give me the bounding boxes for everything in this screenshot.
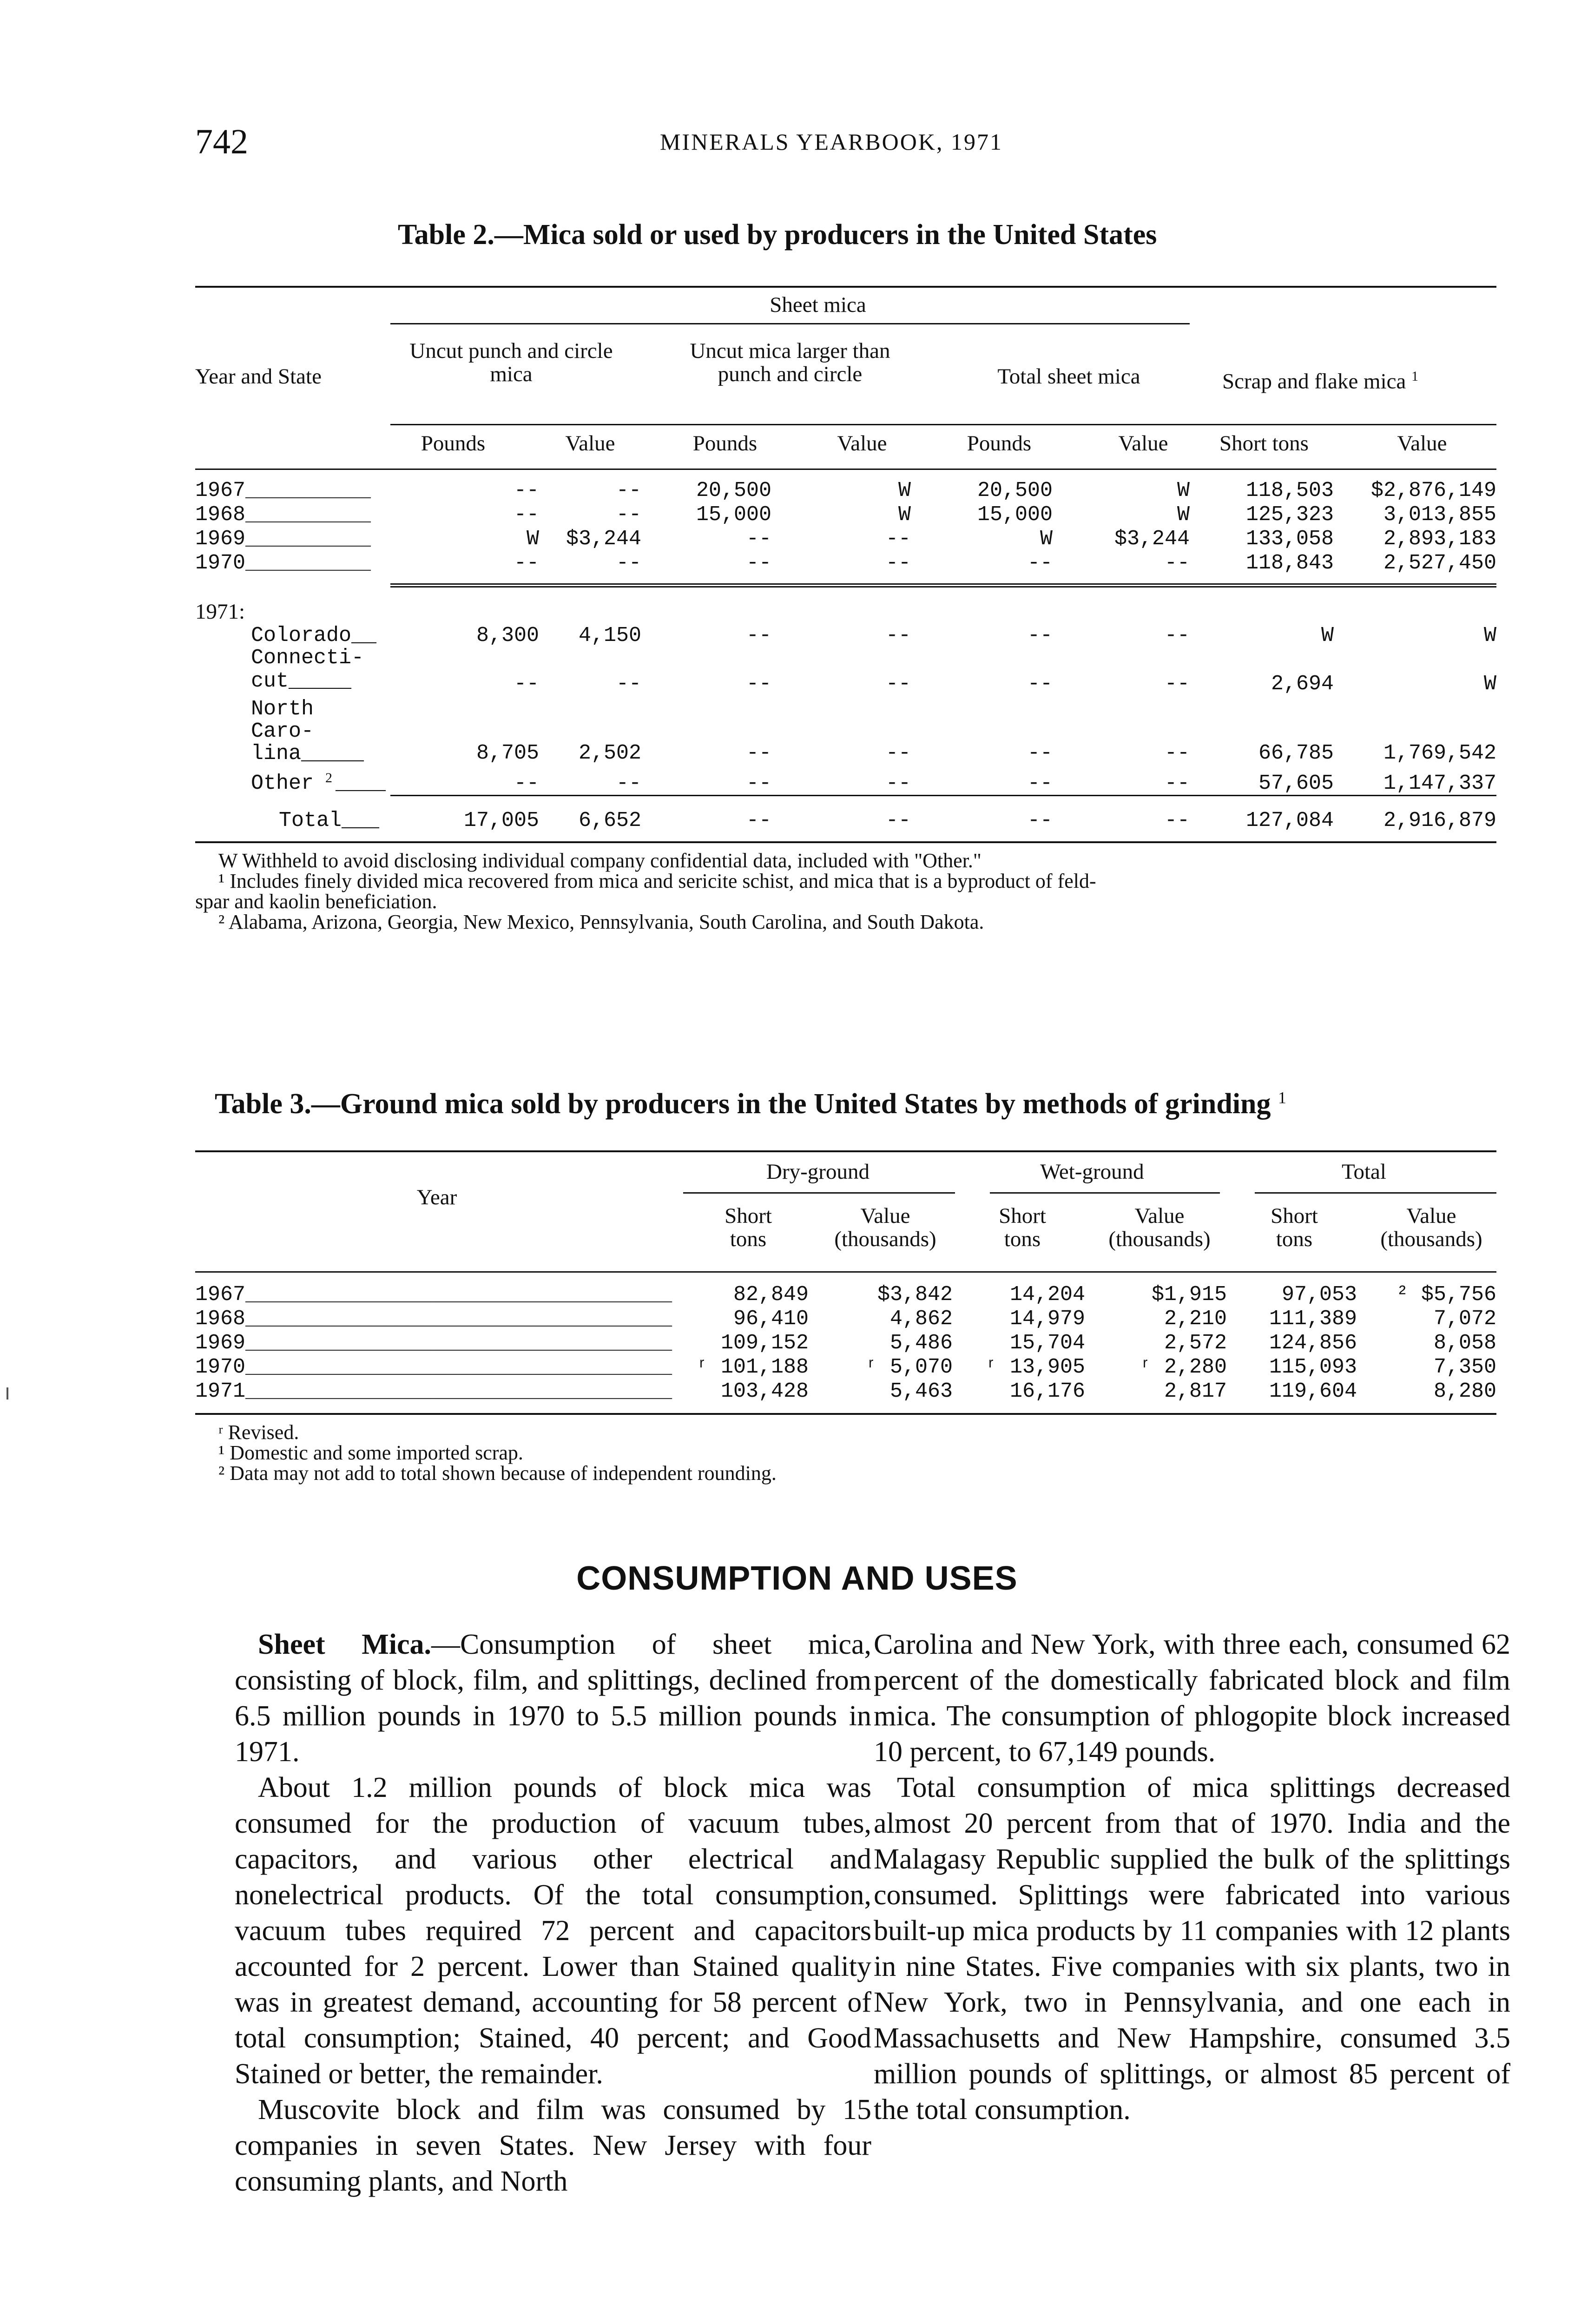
table2-cell: 66,785 — [1258, 741, 1334, 765]
table2-cell: -- — [1164, 672, 1190, 696]
table2-cell: -- — [746, 672, 771, 696]
table3-cell: 124,856 — [1269, 1331, 1357, 1355]
table2-cell: -- — [514, 479, 539, 502]
table3-row-year: 1967 — [195, 1283, 246, 1307]
table2-cell: 125,323 — [1245, 503, 1334, 527]
table2-cell: 2,893,183 — [1383, 527, 1496, 551]
table2-cell: W — [526, 527, 539, 551]
table2-total-rule — [390, 795, 1496, 796]
table2-cell: W — [1321, 624, 1334, 647]
paragraph — [235, 1770, 871, 2092]
table3-cell: $1,915 — [1151, 1283, 1227, 1307]
table2-footnote: W Withheld to avoid disclosing individual company confidential data, included with "Other." — [218, 849, 981, 872]
table3-cell: 7,350 — [1433, 1355, 1496, 1379]
table2-cell: $2,876,149 — [1370, 479, 1496, 502]
table2-cell: 1,769,542 — [1383, 741, 1496, 765]
table2-unit-header: Value — [1397, 431, 1447, 456]
right-column — [874, 1627, 1510, 2128]
table2-cell: 1,147,337 — [1383, 772, 1496, 795]
table2-year-1971: 1971: — [195, 600, 245, 624]
table2-cell: -- — [746, 624, 771, 647]
table3-cell: ʳ 101,188 — [695, 1355, 809, 1379]
table2-total-cell: 6,652 — [578, 809, 641, 832]
table3-sub-header: Value — [860, 1204, 910, 1228]
table2-cell: -- — [616, 551, 641, 575]
table2-cell: 2,502 — [578, 741, 641, 765]
table3-cell: 5,486 — [889, 1331, 953, 1355]
table2-total-cell: -- — [1164, 809, 1190, 832]
table2-unit-header: Value — [1118, 431, 1168, 456]
table2-total-cell: 2,916,879 — [1383, 809, 1496, 832]
table3-footnotes — [195, 1422, 1496, 1484]
table2-unit-rule-top — [390, 424, 1496, 425]
book-title: MINERALS YEARBOOK, 1971 — [660, 129, 1003, 155]
table3-header-bottom-rule — [195, 1271, 1496, 1273]
table3-cell: ʳ 13,905 — [984, 1355, 1085, 1379]
table2-total-label: Total___ — [279, 809, 380, 832]
paragraph — [874, 1770, 1510, 2128]
table2-cell: 118,503 — [1245, 479, 1334, 502]
table2-state-label: lina_____ — [251, 742, 364, 766]
table3-cell: 103,428 — [720, 1380, 809, 1403]
paragraph-text: Total consumption of mica splittings decreased almost 20 percent from that of 1970. India and the Malagasy Republic supplied the bulk of the splittings consumed. Splittings were fabricated into various built-up mica products by 11 companies with 12 plants in nine States. Five companies with six plants, two in New York, two in Pennsylvania, and one each in Massachusetts and New Hampshire, consumed 3.5 million pounds of splittings, or almost 85 percent of the total consumption. — [874, 1772, 1510, 2126]
table2-state-label: cut_____ — [251, 669, 352, 693]
leader-dots: __________________________________ — [245, 1307, 672, 1331]
table2-cell: 20,500 — [977, 479, 1053, 502]
table3-top-rule — [195, 1150, 1496, 1152]
table2-cell: 8,705 — [476, 741, 539, 765]
paragraph-text: Muscovite block and film was consumed by 15 companies in seven States. New Jersey with four consuming plants, and North — [235, 2094, 871, 2197]
table2-cell: -- — [1027, 624, 1053, 647]
table3-footnote: ¹ Domestic and some imported scrap. — [218, 1441, 523, 1464]
leader-dots: __________________________________ — [245, 1380, 672, 1403]
table3-cell: 2,210 — [1164, 1307, 1227, 1331]
table2-col-total: Total sheet mica — [997, 364, 1140, 389]
table2-cell: -- — [616, 503, 641, 527]
run-in-head: Sheet Mica. — [258, 1629, 432, 1660]
table2-state-label: Colorado__ — [251, 624, 377, 647]
table2-cell: 15,000 — [696, 503, 771, 527]
table2-cell: 2,527,450 — [1383, 551, 1496, 575]
table2-state-note: 2 — [325, 770, 332, 786]
table2-cell: W — [1483, 624, 1496, 647]
table2-col-scrap-note: 1 — [1411, 369, 1419, 384]
table2-unit-header: Short tons — [1219, 431, 1309, 456]
table2-title: Table 2.—Mica sold or used by producers in the United States — [398, 219, 1157, 251]
table3-group-header: Wet-ground — [1040, 1160, 1144, 1184]
table3-cell: 109,152 — [720, 1331, 809, 1355]
table3-title-text: Table 3.—Ground mica sold by producers in the United States by methods of grinding — [215, 1088, 1271, 1120]
table2-cell: 8,300 — [476, 624, 539, 647]
running-head — [195, 122, 1501, 159]
table3-cell: 4,862 — [889, 1307, 953, 1331]
table2-cell: W — [1483, 672, 1496, 696]
table2-total-cell: -- — [746, 809, 771, 832]
page-number: 742 — [195, 122, 248, 161]
table2-cell: W — [898, 479, 911, 502]
table3-sub-header: Value — [1406, 1204, 1456, 1228]
table3-footnote: ² Data may not add to total shown because of independent rounding. — [218, 1462, 777, 1485]
table3-cell: 7,072 — [1433, 1307, 1496, 1331]
table3-row-year: 1968 — [195, 1307, 246, 1331]
table3-title-note: 1 — [1278, 1088, 1287, 1107]
leader-dots: __________ — [245, 527, 371, 551]
table3-sub-header: Short — [725, 1204, 772, 1228]
table3-cell: 15,704 — [1009, 1331, 1085, 1355]
table2-unit-header: Pounds — [421, 431, 486, 456]
table2-cell: -- — [1027, 772, 1053, 795]
leader-dots: __________ — [245, 551, 371, 575]
table2-row-label: 1968 — [195, 503, 246, 527]
table3-sub-header: (thousands) — [834, 1227, 936, 1251]
table2-cell: 3,013,855 — [1383, 503, 1496, 527]
table2-state-label: Caro- — [251, 720, 314, 743]
leader-dots: __________________________________ — [245, 1283, 672, 1307]
table3-cell: 14,979 — [1009, 1307, 1085, 1331]
paragraph-text: About 1.2 million pounds of block mica was consumed for the production of vacuum tubes, capacitors, and various other electrical and nonelectrical products. Of the total consumption, vacuum tubes required 72 percent and capacitors accounted for 2 percent. Lower than Stained quality was in greatest demand, accounting for 58 percent of total consumption; Stained, 40 percent; and Good Stained or better, the remainder. — [235, 1772, 871, 2090]
table3-group-header: Total — [1342, 1160, 1386, 1184]
table2-cell: -- — [1164, 624, 1190, 647]
table2-total-cell: -- — [1027, 809, 1053, 832]
table2-cell: W — [1177, 479, 1190, 502]
leader-dots: __________________________________ — [245, 1355, 672, 1379]
paragraph — [235, 2092, 871, 2199]
table2-cell: -- — [1027, 741, 1053, 765]
table3-cell: 119,604 — [1269, 1380, 1357, 1403]
table2-cell: -- — [885, 741, 911, 765]
table2-cell: -- — [746, 551, 771, 575]
table3-bottom-rule — [195, 1413, 1496, 1415]
table2-total-cell: 127,084 — [1245, 809, 1334, 832]
table2-cell: W — [1177, 503, 1190, 527]
table2-footnote: spar and kaolin beneficiation. — [195, 890, 437, 913]
table2-cell: -- — [514, 503, 539, 527]
table2-top-rule — [195, 286, 1496, 288]
table2-header-bottom-rule — [195, 469, 1496, 470]
table2-row-label: 1967 — [195, 479, 246, 502]
table3-group-rule — [990, 1192, 1220, 1194]
table2-cell: 57,605 — [1258, 772, 1334, 795]
table3-group-header: Dry-ground — [766, 1160, 869, 1184]
table3-sub-header: Short — [999, 1204, 1046, 1228]
table3-col-year: Year — [416, 1185, 457, 1209]
leader-dots: __________________________________ — [245, 1331, 672, 1355]
table2-cell: -- — [616, 672, 641, 696]
table3-cell: $3,842 — [877, 1283, 953, 1307]
paragraph — [874, 1627, 1510, 1770]
table2-cell: 20,500 — [696, 479, 771, 502]
table2-cell: -- — [1164, 551, 1190, 575]
table2-state-label: North — [251, 697, 314, 721]
table2-cell: W — [898, 503, 911, 527]
table2-cell: -- — [1164, 741, 1190, 765]
paragraph — [235, 1627, 871, 1770]
table2-cell: -- — [746, 741, 771, 765]
table3-sub-header: tons — [730, 1227, 767, 1251]
table2-cell: -- — [885, 672, 911, 696]
table2-cell: -- — [514, 672, 539, 696]
table2-cell: -- — [746, 527, 771, 551]
table2-group-header: Sheet mica — [770, 293, 866, 317]
table2-cell: 133,058 — [1245, 527, 1334, 551]
table2-unit-header: Pounds — [692, 431, 757, 456]
table2-unit-header: Value — [837, 431, 887, 456]
table2-bottom-rule — [195, 841, 1496, 843]
table2-total-cell: 17,005 — [463, 809, 539, 832]
table2-cell: -- — [885, 624, 911, 647]
table3-cell: 82,849 — [733, 1283, 809, 1307]
table2-cell: -- — [514, 551, 539, 575]
table2-footnote: ¹ Includes finely divided mica recovered from mica and sericite schist, and mica that is a byproduct of feld- — [218, 870, 1096, 892]
table3-cell: 115,093 — [1269, 1355, 1357, 1379]
table2-cell: $3,244 — [566, 527, 641, 551]
table2-cell: 4,150 — [578, 624, 641, 647]
paragraph-text: Carolina and New York, with three each, consumed 62 percent of the domestically fabricated block and film mica. The consumption of phlogopite block increased 10 percent, to 67,149 pounds. — [874, 1629, 1510, 1768]
table2-row-label: 1970 — [195, 551, 246, 575]
table2-cell: W — [1040, 527, 1053, 551]
table3-cell: 2,817 — [1164, 1380, 1227, 1403]
table2-col-larger: Uncut mica larger than punch and circle — [690, 339, 890, 386]
table3-cell: 8,058 — [1433, 1331, 1496, 1355]
table3-cell: 16,176 — [1009, 1380, 1085, 1403]
table2-cell: -- — [1164, 772, 1190, 795]
table2-cell: 2,694 — [1271, 672, 1334, 696]
table3-footnote: ʳ Revised. — [218, 1421, 299, 1444]
table3-sub-header: tons — [1276, 1227, 1313, 1251]
table2-footnotes — [195, 851, 1496, 932]
table2-cell: -- — [514, 772, 539, 795]
table2-unit-header: Pounds — [967, 431, 1032, 456]
table2-col-uncut: Uncut punch and circle mica — [409, 339, 613, 386]
table2-state-label: Connecti- — [251, 646, 364, 670]
margin-mark — [7, 1387, 8, 1400]
table2-unit-header: Value — [565, 431, 615, 456]
table2-cell: -- — [616, 772, 641, 795]
left-column — [235, 1627, 871, 2199]
table3-sub-header: tons — [1004, 1227, 1041, 1251]
table2-cell: $3,244 — [1114, 527, 1190, 551]
table3-sub-header: (thousands) — [1380, 1227, 1482, 1251]
table2-col-scrap — [1222, 364, 1418, 394]
table2-footnote: ² Alabama, Arizona, Georgia, New Mexico, Pennsylvania, South Carolina, and South Dakota. — [218, 911, 984, 933]
table3-cell: 96,410 — [733, 1307, 809, 1331]
table2-cell: 118,843 — [1245, 551, 1334, 575]
table3-group-rule — [683, 1192, 955, 1194]
table2-col-scrap-label: Scrap and flake mica — [1222, 369, 1406, 394]
section-heading: CONSUMPTION AND USES — [576, 1560, 1018, 1597]
table2-cell: -- — [885, 527, 911, 551]
table3-row-year: 1971 — [195, 1380, 246, 1403]
table2-group-rule — [390, 323, 1190, 324]
table2-year-divider — [390, 583, 1496, 588]
table3-group-rule — [1255, 1192, 1496, 1194]
table2-cell: 15,000 — [977, 503, 1053, 527]
table2-row-label: 1969 — [195, 527, 246, 551]
leader-dots: ____ — [336, 772, 386, 795]
table3-sub-header: (thousands) — [1108, 1227, 1211, 1251]
table2-state-label: Other — [251, 772, 314, 795]
table3-cell: 8,280 — [1433, 1380, 1496, 1403]
table3-cell: 14,204 — [1009, 1283, 1085, 1307]
table2-cell: -- — [885, 551, 911, 575]
table3-cell: ʳ 5,070 — [864, 1355, 953, 1379]
table3-cell: 111,389 — [1269, 1307, 1357, 1331]
table2-cell: -- — [616, 479, 641, 502]
table2-cell: -- — [1027, 672, 1053, 696]
table3-title — [215, 1088, 1286, 1121]
table3-row-year: 1970 — [195, 1355, 246, 1379]
table2-total-cell: -- — [885, 809, 911, 832]
table3-cell: 97,053 — [1281, 1283, 1357, 1307]
table3-row-year: 1969 — [195, 1331, 246, 1355]
table2-cell: -- — [885, 772, 911, 795]
table3-sub-header: Value — [1134, 1204, 1185, 1228]
table3-sub-header: Short — [1271, 1204, 1318, 1228]
table3-cell: 5,463 — [889, 1380, 953, 1403]
table3-cell: ² $5,756 — [1396, 1283, 1496, 1307]
table3-cell: ʳ 2,280 — [1139, 1355, 1227, 1379]
leader-dots: __________ — [245, 503, 371, 527]
table3-cell: 2,572 — [1164, 1331, 1227, 1355]
table2-cell: -- — [1027, 551, 1053, 575]
paragraph-text: —Consumption of sheet mica, consisting of block, film, and splittings, declined from 6.5 million pounds in 1970 to 5.5 million pounds in 1971. — [235, 1629, 871, 1768]
table2-cell: -- — [746, 772, 771, 795]
table2-col-year: Year and State — [195, 364, 322, 389]
leader-dots: __________ — [245, 479, 371, 502]
